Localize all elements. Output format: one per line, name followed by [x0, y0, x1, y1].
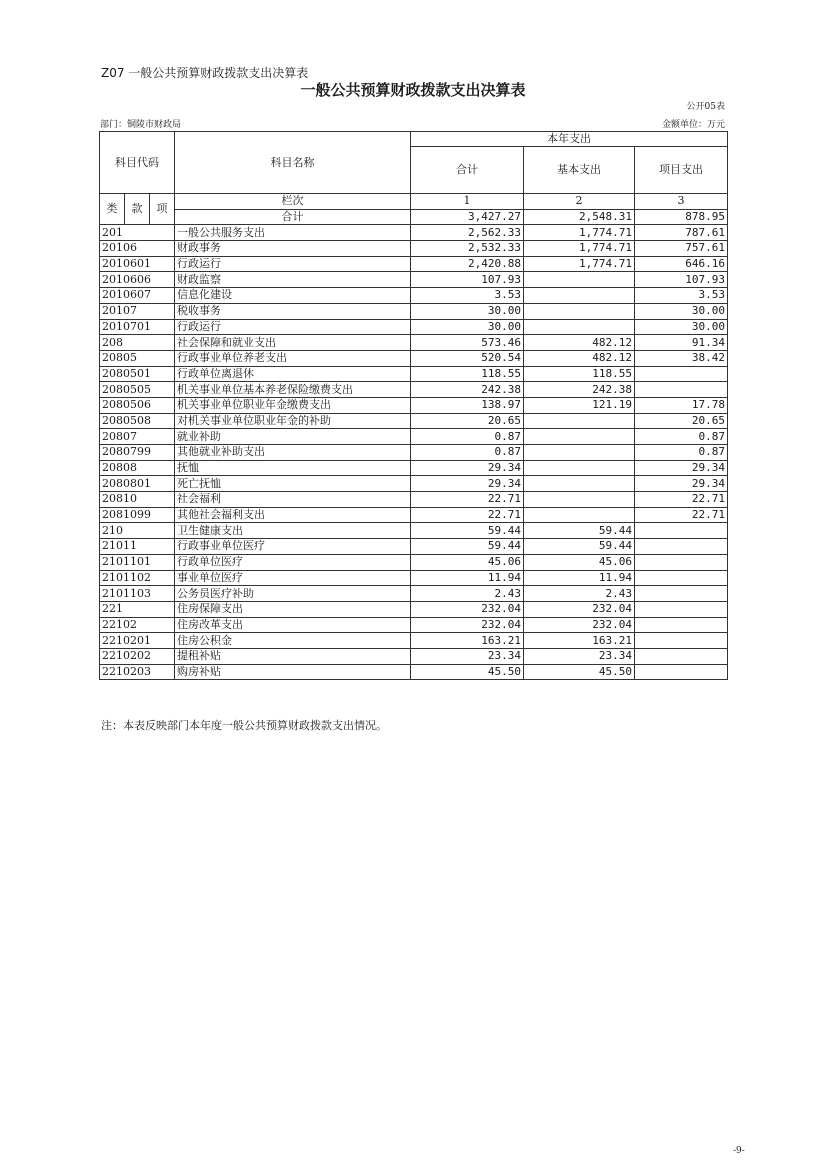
- row-code: 2080801: [100, 476, 175, 492]
- row-basic: [524, 492, 635, 508]
- header-kuan: 款: [125, 194, 150, 225]
- row-total: 22.71: [411, 492, 524, 508]
- row-code: 210: [100, 523, 175, 539]
- header-xiang: 项: [150, 194, 175, 225]
- row-total: 138.97: [411, 397, 524, 413]
- row-project: 38.42: [635, 350, 728, 366]
- row-total: 232.04: [411, 617, 524, 633]
- row-total: 29.34: [411, 476, 524, 492]
- row-code: 208: [100, 335, 175, 351]
- row-code: 20805: [100, 350, 175, 366]
- row-basic: [524, 476, 635, 492]
- row-code: 2010701: [100, 319, 175, 335]
- sum-label: 合计: [175, 209, 411, 225]
- row-total: 23.34: [411, 648, 524, 664]
- unit-label: 金额单位：万元: [661, 120, 725, 130]
- row-code: 2210201: [100, 633, 175, 649]
- row-project: 757.61: [635, 241, 728, 257]
- row-name: 财政事务: [175, 241, 411, 257]
- row-basic: [524, 319, 635, 335]
- row-total: 45.06: [411, 554, 524, 570]
- row-basic: 232.04: [524, 617, 635, 633]
- table-row: [100, 492, 728, 508]
- row-total: 0.87: [411, 429, 524, 445]
- row-code: 2080501: [100, 366, 175, 382]
- table-row: [100, 507, 728, 523]
- row-total: 2,562.33: [411, 225, 524, 241]
- table-row: [100, 319, 728, 335]
- row-code: 20107: [100, 303, 175, 319]
- row-name: 税收事务: [175, 303, 411, 319]
- row-basic: 482.12: [524, 335, 635, 351]
- row-total: 22.71: [411, 507, 524, 523]
- row-project: 787.61: [635, 225, 728, 241]
- col-number-1: 1: [411, 194, 524, 210]
- row-code: 21011: [100, 539, 175, 555]
- table-row: [100, 350, 728, 366]
- row-total: 2.43: [411, 586, 524, 602]
- row-basic: 163.21: [524, 633, 635, 649]
- row-total: 29.34: [411, 460, 524, 476]
- row-name: 财政监察: [175, 272, 411, 288]
- row-code: 22102: [100, 617, 175, 633]
- table-row: [100, 413, 728, 429]
- row-basic: 1,774.71: [524, 225, 635, 241]
- row-code: 2101101: [100, 554, 175, 570]
- row-project: 107.93: [635, 272, 728, 288]
- row-total: 3.53: [411, 288, 524, 304]
- row-project: [635, 648, 728, 664]
- row-project: 29.34: [635, 460, 728, 476]
- row-project: [635, 586, 728, 602]
- row-project: 22.71: [635, 507, 728, 523]
- row-name: 其他就业补助支出: [175, 445, 411, 461]
- table-row: [100, 601, 728, 617]
- row-name: 行政运行: [175, 319, 411, 335]
- row-total: 30.00: [411, 303, 524, 319]
- table-row: [100, 397, 728, 413]
- row-name: 就业补助: [175, 429, 411, 445]
- row-name: 机关事业单位基本养老保险缴费支出: [175, 382, 411, 398]
- row-project: 20.65: [635, 413, 728, 429]
- header-row-3: [100, 194, 728, 210]
- row-basic: [524, 413, 635, 429]
- row-total: 163.21: [411, 633, 524, 649]
- row-code: 20808: [100, 460, 175, 476]
- row-project: [635, 523, 728, 539]
- row-project: [635, 601, 728, 617]
- row-total: 2,532.33: [411, 241, 524, 257]
- table-row: [100, 570, 728, 586]
- row-name: 机关事业单位职业年金缴费支出: [175, 397, 411, 413]
- table-row: [100, 288, 728, 304]
- col-number-2: 2: [524, 194, 635, 210]
- row-basic: 45.50: [524, 664, 635, 680]
- row-name: 行政事业单位养老支出: [175, 350, 411, 366]
- row-code: 20106: [100, 241, 175, 257]
- row-project: 91.34: [635, 335, 728, 351]
- row-code: 2010601: [100, 256, 175, 272]
- row-code: 2080508: [100, 413, 175, 429]
- row-code: 2101102: [100, 570, 175, 586]
- row-code: 201: [100, 225, 175, 241]
- department-label: 部门：铜陵市财政局: [100, 120, 182, 130]
- table-row: [100, 554, 728, 570]
- row-name: 住房保障支出: [175, 601, 411, 617]
- row-basic: 482.12: [524, 350, 635, 366]
- table-code: 公开05表: [686, 102, 725, 112]
- row-code: 2010607: [100, 288, 175, 304]
- sum-row: [100, 209, 728, 225]
- header-row-1: [100, 132, 728, 147]
- row-project: 30.00: [635, 303, 728, 319]
- table-body: [100, 132, 728, 680]
- row-code: 2210202: [100, 648, 175, 664]
- row-code: 2080799: [100, 445, 175, 461]
- row-basic: 121.19: [524, 397, 635, 413]
- row-total: 0.87: [411, 445, 524, 461]
- row-total: 59.44: [411, 539, 524, 555]
- row-total: 20.65: [411, 413, 524, 429]
- footnote: 注：本表反映部门本年度一般公共预算财政拨款支出情况。: [101, 719, 387, 732]
- row-code: 2010606: [100, 272, 175, 288]
- table-row: [100, 460, 728, 476]
- row-project: 0.87: [635, 429, 728, 445]
- table-row: [100, 648, 728, 664]
- row-name: 住房改革支出: [175, 617, 411, 633]
- row-project: [635, 633, 728, 649]
- row-project: [635, 554, 728, 570]
- row-project: 646.16: [635, 256, 728, 272]
- row-name: 社会福利: [175, 492, 411, 508]
- sum-project: 878.95: [635, 209, 728, 225]
- header-lei: 类: [100, 194, 125, 225]
- row-name: 行政单位医疗: [175, 554, 411, 570]
- column-label: 栏次: [175, 194, 411, 210]
- table-row: [100, 256, 728, 272]
- row-name: 公务员医疗补助: [175, 586, 411, 602]
- header-subject-name: 科目名称: [175, 132, 411, 194]
- header-basic: 基本支出: [524, 147, 635, 194]
- col-number-3: 3: [635, 194, 728, 210]
- row-name: 信息化建设: [175, 288, 411, 304]
- row-total: 45.50: [411, 664, 524, 680]
- row-name: 行政单位离退休: [175, 366, 411, 382]
- row-code: 2080506: [100, 397, 175, 413]
- row-code: 20810: [100, 492, 175, 508]
- row-basic: 118.55: [524, 366, 635, 382]
- row-project: 17.78: [635, 397, 728, 413]
- row-total: 2,420.88: [411, 256, 524, 272]
- row-basic: [524, 429, 635, 445]
- row-basic: 59.44: [524, 539, 635, 555]
- row-project: [635, 382, 728, 398]
- row-basic: [524, 460, 635, 476]
- table-row: [100, 366, 728, 382]
- page-number: -9-: [733, 1146, 745, 1156]
- header-current-year: 本年支出: [411, 132, 728, 147]
- row-basic: [524, 288, 635, 304]
- row-name: 卫生健康支出: [175, 523, 411, 539]
- table-row: [100, 225, 728, 241]
- row-name: 死亡抚恤: [175, 476, 411, 492]
- form-label: Z07 一般公共预算财政拨款支出决算表: [101, 66, 309, 80]
- row-project: 30.00: [635, 319, 728, 335]
- sum-basic: 2,548.31: [524, 209, 635, 225]
- row-basic: 23.34: [524, 648, 635, 664]
- table-row: [100, 523, 728, 539]
- row-basic: 11.94: [524, 570, 635, 586]
- row-name: 事业单位医疗: [175, 570, 411, 586]
- row-name: 购房补贴: [175, 664, 411, 680]
- row-project: [635, 539, 728, 555]
- table-row: [100, 272, 728, 288]
- table-row: [100, 445, 728, 461]
- row-name: 其他社会福利支出: [175, 507, 411, 523]
- table-row: [100, 586, 728, 602]
- row-name: 行政运行: [175, 256, 411, 272]
- header-project: 项目支出: [635, 147, 728, 194]
- header-total: 合计: [411, 147, 524, 194]
- row-total: 232.04: [411, 601, 524, 617]
- row-code: 221: [100, 601, 175, 617]
- row-code: 2081099: [100, 507, 175, 523]
- row-project: [635, 617, 728, 633]
- row-name: 住房公积金: [175, 633, 411, 649]
- table-row: [100, 241, 728, 257]
- row-basic: 1,774.71: [524, 256, 635, 272]
- page-title: 一般公共预算财政拨款支出决算表: [300, 81, 526, 99]
- row-name: 社会保障和就业支出: [175, 335, 411, 351]
- row-name: 抚恤: [175, 460, 411, 476]
- table-row: [100, 382, 728, 398]
- row-basic: [524, 303, 635, 319]
- table-row: [100, 633, 728, 649]
- row-basic: [524, 507, 635, 523]
- row-basic: [524, 445, 635, 461]
- expenditure-table: [99, 131, 728, 680]
- table-row: [100, 303, 728, 319]
- row-project: 0.87: [635, 445, 728, 461]
- row-total: 59.44: [411, 523, 524, 539]
- row-project: [635, 664, 728, 680]
- row-basic: 242.38: [524, 382, 635, 398]
- row-basic: 59.44: [524, 523, 635, 539]
- row-basic: 45.06: [524, 554, 635, 570]
- row-code: 2210203: [100, 664, 175, 680]
- table-row: [100, 664, 728, 680]
- row-total: 118.55: [411, 366, 524, 382]
- table-row: [100, 476, 728, 492]
- row-total: 11.94: [411, 570, 524, 586]
- row-total: 30.00: [411, 319, 524, 335]
- table-row: [100, 617, 728, 633]
- table-row: [100, 335, 728, 351]
- row-total: 107.93: [411, 272, 524, 288]
- row-code: 2101103: [100, 586, 175, 602]
- row-name: 对机关事业单位职业年金的补助: [175, 413, 411, 429]
- row-project: 3.53: [635, 288, 728, 304]
- row-total: 573.46: [411, 335, 524, 351]
- row-total: 242.38: [411, 382, 524, 398]
- row-total: 520.54: [411, 350, 524, 366]
- row-basic: 232.04: [524, 601, 635, 617]
- row-project: [635, 570, 728, 586]
- row-name: 行政事业单位医疗: [175, 539, 411, 555]
- row-basic: 1,774.71: [524, 241, 635, 257]
- row-name: 一般公共服务支出: [175, 225, 411, 241]
- table-row: [100, 539, 728, 555]
- row-code: 2080505: [100, 382, 175, 398]
- header-subject-code: 科目代码: [100, 132, 175, 194]
- row-project: 29.34: [635, 476, 728, 492]
- row-project: [635, 366, 728, 382]
- row-name: 提租补贴: [175, 648, 411, 664]
- row-basic: [524, 272, 635, 288]
- row-project: 22.71: [635, 492, 728, 508]
- sum-total: 3,427.27: [411, 209, 524, 225]
- row-basic: 2.43: [524, 586, 635, 602]
- row-code: 20807: [100, 429, 175, 445]
- table-row: [100, 429, 728, 445]
